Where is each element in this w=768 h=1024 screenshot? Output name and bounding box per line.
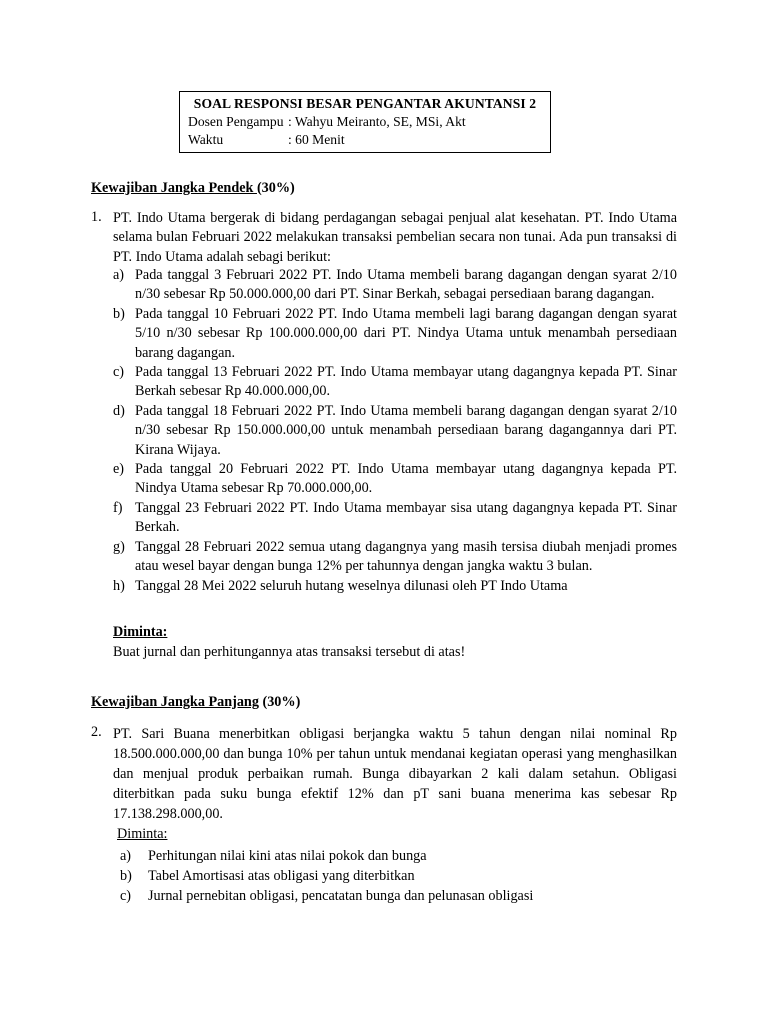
list-item [113, 499, 677, 538]
header-box [179, 91, 551, 153]
list-item [113, 866, 677, 886]
list-item-text: Tanggal 23 Februari 2022 PT. Indo Utama membayar sisa utang dagangnya kepada PT. Sinar Berkah. [135, 499, 677, 536]
list-item-text: Perhitungan nilai kini atas nilai pokok dan bunga [148, 848, 427, 864]
list-item-text: Pada tanggal 18 Februari 2022 PT. Indo Utama membeli barang dagangan dengan syarat 2/10 n/30 sebesar Rp 150.000.000,00 untuk menambah persediaan barang dagangannya dari PT. Kirana Wijaya. [135, 402, 677, 458]
question1-diminta-text: Buat jurnal dan perhitungannya atas transaksi tersebut di atas! [113, 644, 466, 660]
list-item-label: b) [120, 868, 132, 884]
list-item-label: e) [113, 461, 125, 478]
dosen-label: Dosen Pengampu [188, 114, 284, 129]
document-title: SOAL RESPONSI BESAR PENGANTAR AKUNTANSI 2 [193, 96, 537, 111]
question1-number: 1. [91, 209, 102, 225]
section2-heading-text: Kewajiban Jangka Panjang [91, 694, 259, 710]
section1-heading-text: Kewajiban Jangka Pendek [91, 180, 257, 196]
question1-diminta-label: Diminta: [113, 624, 168, 640]
list-item-label: b) [113, 305, 125, 322]
list-item-text: Pada tanggal 3 Februari 2022 PT. Indo Utama membeli barang dagangan dengan syarat 2/10 n/30 sebesar Rp 50.000.000,00 dari PT. Sinar Berkah, sebagai persediaan barang dagangan. [135, 267, 677, 303]
section2-heading [91, 694, 300, 711]
list-item-text: Tanggal 28 Mei 2022 seluruh hutang weselnya dilunasi oleh PT Indo Utama [135, 577, 568, 594]
waktu-label: Waktu [188, 132, 224, 147]
list-item [113, 846, 677, 866]
question2-items [113, 846, 677, 906]
waktu-row [188, 131, 542, 149]
list-item-text: Jurnal pernebitan obligasi, pencatatan bunga dan pelunasan obligasi [148, 888, 534, 904]
list-item [113, 363, 677, 402]
list-item [113, 886, 677, 906]
question2-intro: PT. Sari Buana menerbitkan obligasi berjangka waktu 5 tahun dengan nilai nominal Rp 18.500.000.000,00 dan bunga 10% per tahun untuk mendanai kegiatan operasi yang menghasilkan dan menjual produk perbaikan rumah. Bunga dibayarkan 2 kali dalam setahun. Obligasi diterbitkan pada suku bunga efektif 12% dan pT sani buana menerima kas sebesar Rp 17.138.298.000,00. [113, 726, 677, 822]
list-item-label: d) [113, 402, 125, 419]
list-item [113, 305, 677, 363]
list-item-text: Pada tanggal 20 Februari 2022 PT. Indo Utama membayar utang dagangnya kepada PT. Nindya Utama sebesar Rp 70.000.000,00. [135, 461, 677, 497]
list-item-label: h) [113, 577, 125, 594]
dosen-row [188, 113, 542, 131]
section2-percent: (30%) [258, 694, 301, 710]
list-item-label: a) [120, 848, 132, 864]
list-item-label: g) [113, 538, 125, 555]
question2-number: 2. [91, 724, 102, 740]
section1-heading [91, 180, 295, 197]
question2-diminta-label: Diminta: [117, 826, 168, 842]
list-item-text: Tabel Amortisasi atas obligasi yang diterbitkan [148, 868, 415, 884]
list-item-text: Tanggal 28 Februari 2022 semua utang dagangnya yang masih tersisa diubah menjadi promes atau wesel bayar dengan bunga 12% per tahunnya dengan jangka waktu 3 bulan. [135, 538, 677, 575]
list-item-label: a) [113, 267, 125, 283]
list-item-label: f) [113, 499, 123, 516]
list-item [113, 402, 677, 460]
list-item [113, 460, 677, 499]
list-item-text: Pada tanggal 10 Februari 2022 PT. Indo Utama membeli lagi barang dagangan dengan syarat 5/10 n/30 sebesar Rp 100.000.000,00 dari PT. Nindya Utama untuk menambah persediaan barang dagangan. [135, 305, 677, 361]
list-item [113, 577, 677, 596]
section1-percent: (30%) [256, 180, 295, 196]
list-item [113, 266, 677, 305]
question1-intro: PT. Indo Utama bergerak di bidang perdagangan sebagai penjual alat kesehatan. PT. Indo Utama selama bulan Februari 2022 melakukan transaksi pembelian secara non tunai. Ada pun transaksi di PT. Indo Utama adalah sebagi berikut: [113, 210, 677, 265]
list-item-label: c) [113, 364, 125, 381]
question1-items [113, 266, 677, 596]
dosen-value: : Wahyu Meiranto, SE, MSi, Akt [288, 114, 466, 129]
waktu-value: : 60 Menit [288, 132, 345, 147]
list-item [113, 538, 677, 577]
list-item-text: Pada tanggal 13 Februari 2022 PT. Indo Utama membayar utang dagangnya kepada PT. Sinar Berkah sebesar Rp 40.000.000,00. [135, 364, 677, 400]
list-item-label: c) [120, 888, 132, 904]
